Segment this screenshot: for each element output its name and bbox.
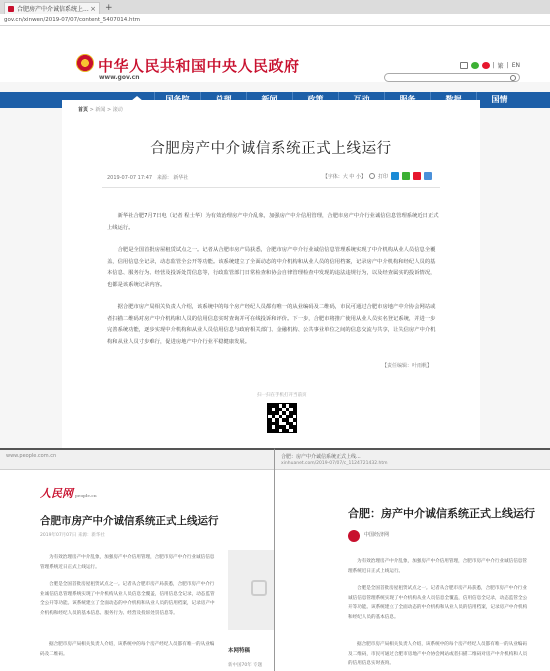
breadcrumb-sep: >: [88, 107, 96, 113]
right-address-bar[interactable]: xinhuanet.com/2019-07/07/c_1124721432.htm: [281, 461, 388, 466]
left-article-paragraph: 为有效治理房产中介乱象，加强房产中介信用管理，合肥市房产中介行业诚信信息管理系统近日正式上线运行。: [40, 555, 215, 570]
article-date: 2019-07-07 17:47: [107, 175, 153, 181]
site-tools: [460, 61, 520, 70]
english-link[interactable]: EN: [511, 62, 520, 69]
people-daily-logo[interactable]: [40, 485, 97, 501]
tool-separator: |: [506, 62, 509, 69]
article-paragraph: 新华社合肥7月7日电（记者 程士华）为有效治理房产中介乱象，加强房产中介信用管理，合肥市房产中介行业诚信信息管理系统近日正式上线运行。: [107, 213, 439, 231]
sidebar-link[interactable]: 新中国70年 专题: [228, 663, 263, 668]
article-meta: [107, 174, 188, 181]
weibo-share-icon[interactable]: [413, 172, 421, 180]
puzzle-icon: [251, 580, 267, 596]
share-icon[interactable]: [391, 172, 399, 180]
print-icon[interactable]: [369, 173, 375, 179]
traditional-chinese-link[interactable]: 繁: [497, 63, 504, 70]
nav-item-national-info[interactable]: 国情: [476, 92, 522, 108]
favicon-icon: [8, 6, 14, 12]
qr-code-icon: [267, 403, 297, 433]
logo-text: 人民网: [40, 487, 73, 500]
qzone-share-icon[interactable]: [424, 172, 432, 180]
author-avatar: [348, 530, 360, 542]
article-paragraph: 据合肥市房产局相关负责人介绍，该系统中的每个房产经纪人员都有唯一的从业编码及二维码，市民可通过合肥市房地产中介协会网站或者扫描二维码对房产中介机构和人员的信用信息实时查询并可在线投诉和评价。下一步，合肥市将推广使用从业人员实名登记系统，并进一步完善系统功能，逐步实现中介机构和从业人员信用信息与政府相关部门、金融机构、公共事业单位之间的信息交流与共享，让失信房产中介机构和从业人员寸步难行，促进房地产中介行业平稳健康发展。: [107, 304, 436, 345]
article-source: 来源： 新华社: [156, 175, 189, 181]
breadcrumb-home[interactable]: 首页: [78, 107, 89, 113]
breadcrumb: [78, 106, 123, 113]
font-size-control[interactable]: 【字体：大 中 小】: [322, 173, 366, 180]
breadcrumb-news[interactable]: 新闻: [95, 107, 106, 113]
title-divider: [102, 187, 440, 188]
left-address-bar[interactable]: www.people.com.cn: [6, 453, 57, 459]
address-bar[interactable]: gov.cn/xinwen/2019-07/07/content_5407014.htm: [0, 14, 550, 26]
article-card: [62, 100, 480, 448]
news-portal-window: [275, 448, 550, 671]
left-article-paragraph: 据合肥市房产局相关负责人介绍，该系统中的每个房产经纪人员都有唯一的从业编码及二维码。: [40, 642, 215, 657]
wechat-share-icon[interactable]: [402, 172, 410, 180]
tab-title: 合肥房产中介诚信系统上...: [17, 6, 89, 13]
author-name[interactable]: 中国经济网: [364, 532, 390, 538]
national-emblem-icon: [76, 54, 94, 72]
article-title: 合肥房产中介诚信系统正式上线运行: [150, 141, 392, 157]
site-search-input[interactable]: [384, 73, 520, 82]
left-window-toolbar: [0, 450, 274, 470]
sidebar-heading: 本网特稿: [228, 648, 251, 654]
left-article-meta: 2019年07月07日 来源：新华社: [40, 533, 105, 538]
wechat-icon[interactable]: [471, 62, 479, 69]
right-article-paragraph: 合肥是全国首批房屋租赁试点之一。记者从合肥市房产局获悉，合肥市房产中介行业诚信信息管理系统实现了中介机构从业人员信息全覆盖，信用信息全记录，动态监管全公开等功能。该系统建立了全面动态的中介机构和从业人员的信用档案，记录房产中介机构和经纪人员的基本信息。: [348, 586, 528, 620]
right-browser-tab[interactable]: 合肥：房产中介诚信系统正式上线...: [281, 454, 361, 460]
site-domain: www.gov.cn: [99, 74, 140, 81]
article-paragraph: 合肥是全国首批房屋租赁试点之一。记者从合肥市房产局获悉，合肥市房产中介行业诚信信息管理系统实现了中介机构从业人员信息全覆盖，信用信息全记录，动态监管全公开等功能。该系统建立了全面动态的中介机构和从业人员的信用档案，记录房产中介机构和经纪人员的基本信息、服务行为、经营及投诉处罚信息等，行政监管部门日常检查和协会自律管理检查中发现的违法违规行为，以及经查属实的投诉情况，也都是该系统记录内容。: [107, 247, 436, 288]
left-article-paragraph: 合肥是全国首批房屋租赁试点之一。记者从合肥市房产局获悉，合肥市房产中介行业诚信信息管理系统实现了中介机构从业人员信息全覆盖，信用信息全记录，动态监管全公开等功能。该系统建立了全面动态的中介机构和从业人员的信用档案，记录房产中介机构和经纪人员的基本信息、服务行为、经营及投诉处罚信息等。: [40, 582, 215, 616]
responsible-editor: 【责任编辑：叶雨帆】: [381, 363, 432, 369]
left-article-title: 合肥市房产中介诚信系统正式上线运行: [40, 515, 219, 527]
qr-caption: 扫一扫在手机打开当前页: [257, 393, 307, 398]
close-icon[interactable]: ×: [90, 4, 96, 13]
browser-tab[interactable]: [4, 2, 100, 14]
people-daily-window: [0, 448, 275, 671]
right-window-toolbar: [275, 450, 550, 470]
breadcrumb-sep: >: [105, 107, 113, 113]
site-header: [0, 26, 550, 82]
print-link[interactable]: 打印: [377, 173, 388, 180]
tool-separator: |: [492, 62, 495, 69]
right-article-title: 合肥：房产中介诚信系统正式上线运行: [348, 507, 535, 520]
mail-icon[interactable]: [460, 62, 468, 69]
right-article-paragraph: 据合肥市房产局相关负责人介绍，该系统中的每个房产经纪人员都有唯一的从业编码及二维码，市民可通过合肥市房地产中介协会网站或者扫描二维码对房产中介机构和人员的信用信息实时查询。: [348, 642, 528, 666]
weibo-icon[interactable]: [482, 62, 490, 69]
tab-bar: [0, 0, 550, 14]
site-title[interactable]: 中华人民共和国中央人民政府: [98, 57, 300, 75]
breadcrumb-section[interactable]: 滚动: [112, 107, 123, 113]
right-article-paragraph: 为有效治理房产中介乱象，加强房产中介信用管理，合肥市房产中介行业诚信信息管理系统近日正式上线运行。: [348, 559, 527, 574]
new-tab-icon[interactable]: +: [105, 3, 113, 13]
article-tools: [323, 172, 432, 180]
logo-subtext: people.cn: [75, 493, 97, 498]
